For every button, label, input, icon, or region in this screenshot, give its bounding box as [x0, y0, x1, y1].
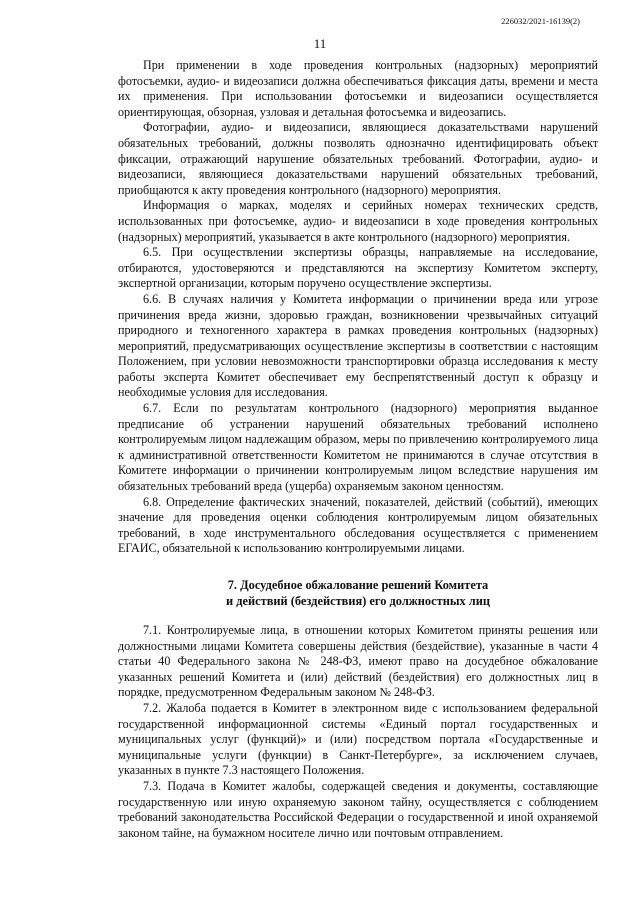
document-number: 226032/2021-16139(2): [501, 16, 580, 26]
paragraph: Информация о марках, моделях и серийных номерах технических средств, использованных при фотосъемке, аудио- и видеозаписи в ходе проведения контрольных (надзорных) мероприятий, указывается в акте контрольного (надзорного) мероприятия.: [118, 198, 598, 244]
section-title-line-1: 7. Досудебное обжалование решений Комитета: [227, 578, 489, 592]
paragraph-7-3: 7.3. Подача в Комитет жалобы, содержащей сведения и документы, составляющие государственную или иную охраняемую законом тайну, осуществляется с соблюдением требований законодательства Российской Федерации о государственной и иной охраняемой законом тайне, на бумажном носителе лично или почтовым отправлением.: [118, 778, 598, 840]
paragraph-6-8: 6.8. Определение фактических значений, показателей, действий (событий), имеющих значение для проведения оценки соблюдения контролируемым лицом обязательных требований, в ходе инструментального обследования осуществляется с применением ЕГАИС, обязательной к использованию контролируемыми лицами.: [118, 494, 598, 556]
paragraph-6-6: 6.6. В случаях наличия у Комитета информации о причинении вреда или угрозе причинения вреда жизни, здоровью граждан, возникновении чрезвычайных ситуаций природного и техногенного характера в рамках проведения контрольных (надзорных) мероприятий, предусматривающих осуществление экспертизы в соответствии с настоящим Положением, при условии невозможности транспортировки образца исследования к месту работы эксперта Комитет обеспечивает ему беспрепятственный доступ к образцу и необходимые условия для исследования.: [118, 291, 598, 400]
paragraph: Фотографии, аудио- и видеозаписи, являющиеся доказательствами нарушений обязательных требований, должны позволять однозначно идентифицировать объект фиксации, отражающий нарушение обязательных требований. Фотографии, аудио- и видеозаписи, являющиеся доказательствами нарушений обязательных требований, приобщаются к акту проведения контрольного (надзорного) мероприятия.: [118, 120, 598, 197]
section-title: [118, 577, 598, 609]
paragraph-6-5: 6.5. При осуществлении экспертизы образцы, направляемые на исследование, отбираются, удостоверяются и представляются на экспертизу Комитетом эксперту, экспертной организации, которым поручено осуществление экспертизы.: [118, 245, 598, 291]
paragraph: При применении в ходе проведения контрольных (надзорных) мероприятий фотосъемки, аудио- и видеозаписи должна обеспечиваться фиксация даты, времени и места их применения. При использовании фотосъемки и видеозаписи осуществляется ориентирующая, обзорная, узловая и детальная фотосъемка и видеозапись.: [118, 58, 598, 119]
document-body: [118, 58, 598, 841]
paragraph-7-2: 7.2. Жалоба подается в Комитет в электронном виде с использованием федеральной государственной информационной системы «Единый портал государственных и муниципальных услуг (функций)» и (или) посредством портала «Государственные и муниципальные услуги (функции) в Санкт-Петербурге», за исключением случаев, указанных в пункте 7.3 настоящего Положения.: [118, 700, 598, 778]
paragraph-7-1: 7.1. Контролируемые лица, в отношении которых Комитетом приняты решения или должностными лицами Комитета совершены действия (бездействие), указанные в части 4 статьи 40 Федерального закона № 248-ФЗ, имеют право на досудебное обжалование указанных решений Комитета и (или) действий (бездействия) его должностных лиц в порядке, предусмотренном Федеральным законом № 248-ФЗ.: [118, 623, 598, 700]
page-number: 11: [313, 36, 327, 51]
section-title-line-2: и действий (бездействия) его должностных лиц: [225, 594, 491, 608]
paragraph-6-7: 6.7. Если по результатам контрольного (надзорного) мероприятия выданное предписание об устранении нарушений обязательных требований исполнено контролируемым лицом надлежащим образом, меры по привлечению контролируемого лица к административной ответственности Комитетом не принимаются в случае отсутствия в Комитете информации о причинении контролируемым лицом вследствие нарушения им обязательных требований вреда (ущерба) охраняемым законом ценностям.: [118, 401, 598, 494]
